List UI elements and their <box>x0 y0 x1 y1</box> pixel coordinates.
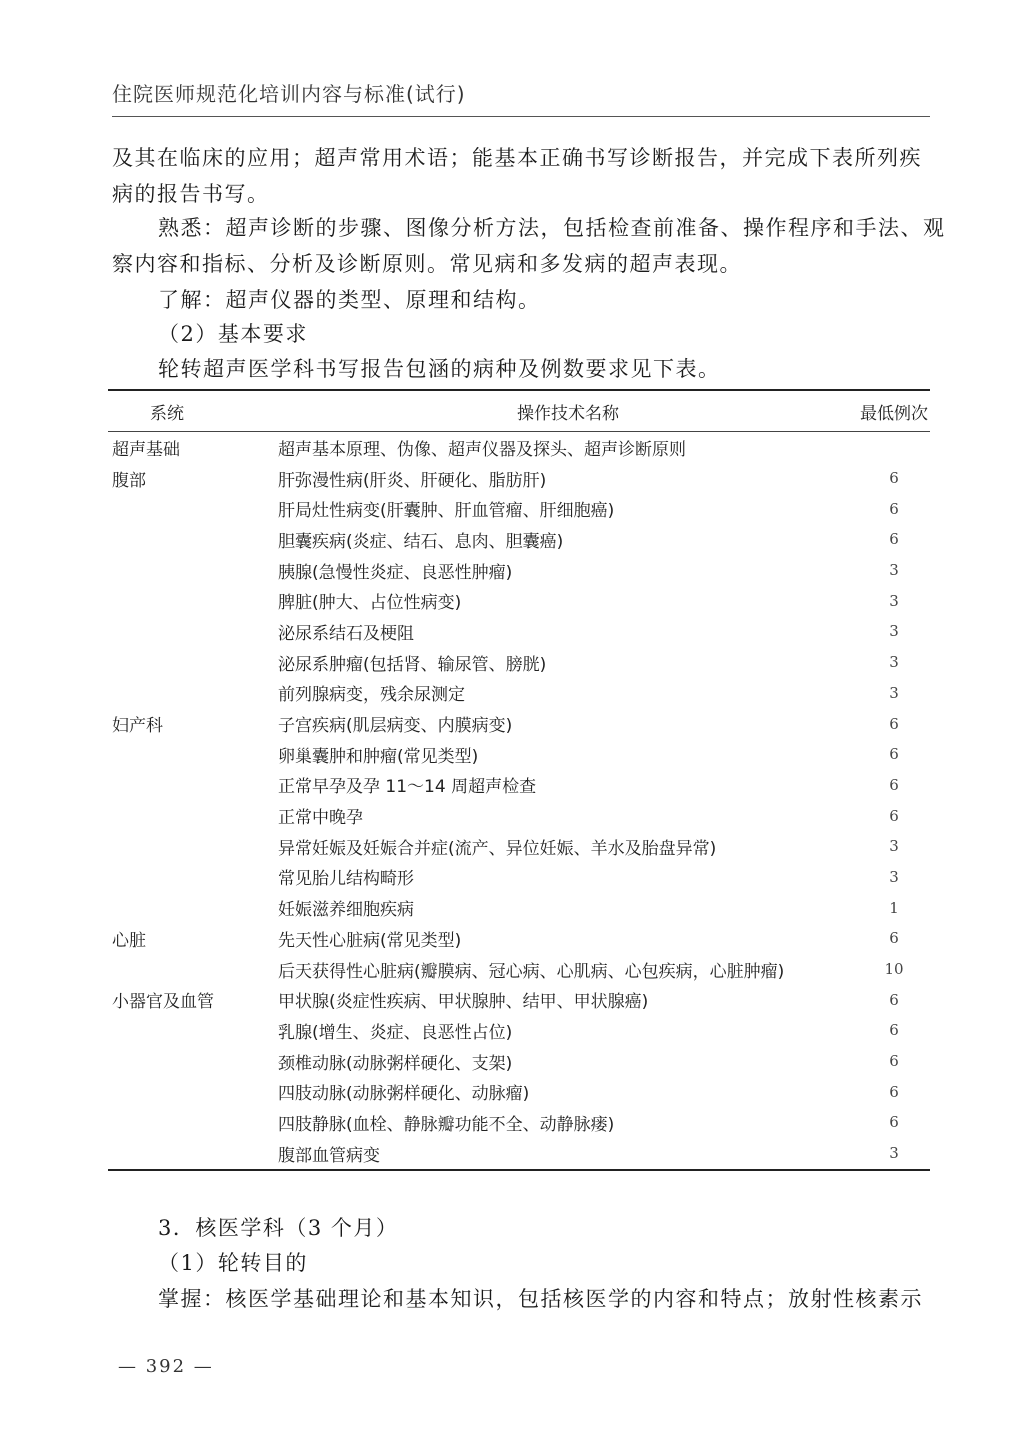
row-min-cell <box>858 432 930 463</box>
row-system-cell <box>108 524 278 555</box>
table-body <box>108 432 930 1170</box>
row-system-cell: 超声基础 <box>112 439 180 460</box>
table-row <box>108 1138 930 1170</box>
section-heading: 3．核医学科（3 个月） <box>158 1216 399 1240</box>
row-min-cell: 3 <box>889 561 899 580</box>
row-name-cell: 超声基本原理、伪像、超声仪器及探头、超声诊断原则 <box>278 439 686 460</box>
row-name-cell: 先天性心脏病(常见类型) <box>278 930 462 951</box>
row-name-cell: 前列腺病变，残余尿测定 <box>278 685 465 706</box>
row-min-cell: 6 <box>889 469 899 488</box>
table-row <box>108 892 930 923</box>
table-row <box>108 831 930 862</box>
row-name-cell: 胰腺(急慢性炎症、良恶性肿瘤) <box>278 562 513 583</box>
running-header: 住院医师规范化培训内容与标准(试行) <box>112 82 466 106</box>
table-row <box>108 647 930 678</box>
row-system-cell <box>108 1107 278 1138</box>
header-system: 系统 <box>108 390 278 432</box>
row-min-cell: 6 <box>889 1113 899 1132</box>
paragraph-line: 察内容和指标、分析及诊断原则。常见病和多发病的超声表现。 <box>112 252 742 276</box>
row-system-cell <box>108 585 278 616</box>
table-row <box>108 1107 930 1138</box>
section-subheading: （2）基本要求 <box>158 322 308 346</box>
row-name-cell: 子宫疾病(肌层病变、内膜病变) <box>278 716 513 737</box>
row-min-cell: 6 <box>889 1021 899 1040</box>
table-header-row <box>108 390 930 432</box>
row-name-cell: 正常早孕及孕 11～14 周超声检查 <box>278 777 537 798</box>
row-system-cell: 小器官及血管 <box>112 992 214 1013</box>
section-subheading: （1）轮转目的 <box>158 1251 308 1275</box>
requirements-table <box>108 389 930 1171</box>
table-row <box>108 1076 930 1107</box>
row-system-cell <box>108 616 278 647</box>
row-system-cell <box>108 493 278 524</box>
row-min-cell: 6 <box>889 1052 899 1071</box>
row-name-cell: 泌尿系结石及梗阻 <box>278 623 414 644</box>
row-min-cell: 1 <box>889 898 899 917</box>
table-row <box>108 954 930 985</box>
table-row <box>108 432 930 463</box>
row-min-cell: 6 <box>889 1082 899 1101</box>
paragraph-line: 熟悉：超声诊断的步骤、图像分析方法，包括检查前准备、操作程序和手法、观 <box>158 216 946 240</box>
row-min-cell: 3 <box>889 622 899 641</box>
row-min-cell: 6 <box>889 499 899 518</box>
row-name-cell: 正常中晚孕 <box>278 808 363 829</box>
table-row <box>108 708 930 739</box>
row-min-cell: 3 <box>889 837 899 856</box>
row-system-cell <box>108 678 278 709</box>
table-row <box>108 678 930 709</box>
row-min-cell: 6 <box>889 806 899 825</box>
row-system-cell <box>108 1076 278 1107</box>
page-number: — 392 — <box>118 1356 214 1377</box>
row-system-cell <box>108 862 278 893</box>
row-system-cell: 妇产科 <box>112 716 163 737</box>
paragraph-line: 病的报告书写。 <box>112 182 270 206</box>
paragraph-line: 了解：超声仪器的类型、原理和结构。 <box>158 288 541 312</box>
row-name-cell: 异常妊娠及妊娠合并症(流产、异位妊娠、羊水及胎盘异常) <box>278 838 717 859</box>
row-system-cell <box>108 800 278 831</box>
table-row <box>108 923 930 954</box>
row-name-cell: 胆囊疾病(炎症、结石、息肉、胆囊癌) <box>278 531 564 552</box>
table-row <box>108 862 930 893</box>
row-name-cell: 泌尿系肿瘤(包括肾、输尿管、膀胱) <box>278 654 547 675</box>
row-system-cell <box>108 892 278 923</box>
row-min-cell: 6 <box>889 530 899 549</box>
paragraph-line: 及其在临床的应用；超声常用术语；能基本正确书写诊断报告，并完成下表所列疾 <box>112 146 922 170</box>
row-name-cell: 妊娠滋养细胞疾病 <box>278 900 414 921</box>
paragraph-line: 掌握：核医学基础理论和基本知识，包括核医学的内容和特点；放射性核素示 <box>158 1287 923 1311</box>
row-system-cell <box>108 831 278 862</box>
row-system-cell: 腹部 <box>112 470 146 491</box>
row-min-cell: 6 <box>889 990 899 1009</box>
row-min-cell: 3 <box>889 1144 899 1163</box>
row-system-cell <box>108 770 278 801</box>
table-row <box>108 1046 930 1077</box>
row-system-cell <box>108 647 278 678</box>
row-name-cell: 肝局灶性病变(肝囊肿、肝血管瘤、肝细胞癌) <box>278 501 615 522</box>
row-min-cell: 10 <box>884 960 904 979</box>
row-system-cell <box>108 1046 278 1077</box>
row-name-cell: 常见胎儿结构畸形 <box>278 869 414 890</box>
row-system-cell <box>108 1138 278 1170</box>
table-row <box>108 555 930 586</box>
row-name-cell: 甲状腺(炎症性疾病、甲状腺肿、结甲、甲状腺癌) <box>278 992 649 1013</box>
table-row <box>108 463 930 494</box>
row-name-cell: 四肢静脉(血栓、静脉瓣功能不全、动静脉瘘) <box>278 1114 615 1135</box>
row-system-cell <box>108 739 278 770</box>
header-name: 操作技术名称 <box>278 390 858 432</box>
row-min-cell: 6 <box>889 745 899 764</box>
table-row <box>108 585 930 616</box>
row-name-cell: 颈椎动脉(动脉粥样硬化、支架) <box>278 1053 513 1074</box>
row-min-cell: 3 <box>889 591 899 610</box>
header-divider <box>112 116 930 117</box>
table-row <box>108 1015 930 1046</box>
row-name-cell: 腹部血管病变 <box>278 1145 380 1166</box>
header-min: 最低例次 <box>858 390 930 432</box>
table-row <box>108 524 930 555</box>
row-min-cell: 6 <box>889 775 899 794</box>
row-name-cell: 后天获得性心脏病(瓣膜病、冠心病、心肌病、心包疾病，心脏肿瘤) <box>278 961 785 982</box>
row-name-cell: 乳腺(增生、炎症、良恶性占位) <box>278 1022 513 1043</box>
paragraph-line: 轮转超声医学科书写报告包涵的病种及例数要求见下表。 <box>158 357 721 381</box>
row-system-cell <box>108 954 278 985</box>
row-system-cell <box>108 555 278 586</box>
row-min-cell: 3 <box>889 653 899 672</box>
row-system-cell <box>108 1015 278 1046</box>
table-row <box>108 770 930 801</box>
row-min-cell: 6 <box>889 714 899 733</box>
table-row <box>108 493 930 524</box>
table-row <box>108 739 930 770</box>
row-name-cell: 脾脏(肿大、占位性病变) <box>278 593 462 614</box>
row-name-cell: 卵巢囊肿和肿瘤(常见类型) <box>278 746 479 767</box>
row-min-cell: 3 <box>889 867 899 886</box>
row-min-cell: 3 <box>889 683 899 702</box>
row-system-cell: 心脏 <box>112 930 146 951</box>
table-row <box>108 616 930 647</box>
table-row <box>108 984 930 1015</box>
row-name-cell: 肝弥漫性病(肝炎、肝硬化、脂肪肝) <box>278 470 547 491</box>
row-name-cell: 四肢动脉(动脉粥样硬化、动脉瘤) <box>278 1084 530 1105</box>
row-min-cell: 6 <box>889 929 899 948</box>
table-row <box>108 800 930 831</box>
